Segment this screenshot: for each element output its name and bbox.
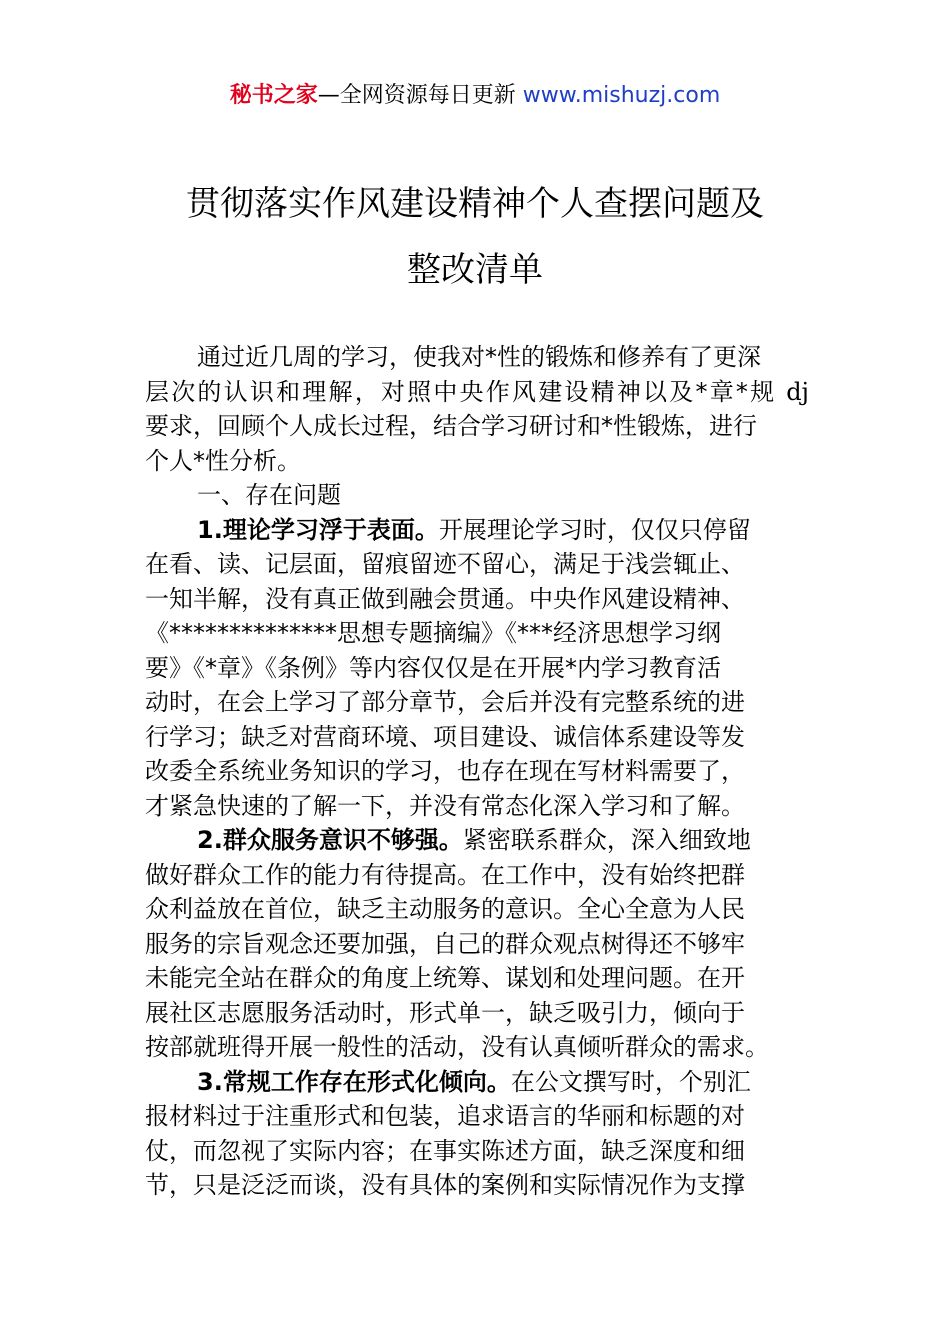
- item-line: [145, 513, 809, 548]
- item-line: [145, 823, 809, 858]
- site-header: [0, 80, 950, 112]
- intro-line: [145, 375, 809, 410]
- intro-line: 要求，回顾个人成长过程，结合学习研讨和*性锻炼，进行: [145, 412, 757, 440]
- item-line: 按部就班得开展一般性的活动，没有认真倾听群众的需求。: [145, 1033, 769, 1061]
- item-line: 仗，而忽视了实际内容；在事实陈述方面，缺乏深度和细: [145, 1136, 745, 1165]
- intro-line: 通过近几周的学习，使我对*性的锻炼和修养有了更深: [197, 343, 761, 371]
- site-url-link[interactable]: www.mishuzj.com: [522, 83, 721, 108]
- item-heading: 1.理论学习浮于表面。: [197, 515, 439, 544]
- item-line: 报材料过于注重形式和包装，追求语言的华丽和标题的对: [145, 1102, 745, 1130]
- item-text: 在公文撰写时，个别汇: [510, 1067, 751, 1096]
- document-title-line-1: 贯彻落实作风建设精神个人查摆问题及: [186, 184, 764, 224]
- item-text: 开展理论学习时，仅仅只停留: [438, 515, 751, 544]
- item-heading: 3.常规工作存在形式化倾向。: [197, 1067, 511, 1096]
- item-line: 才紧急快速的了解一下，并没有常态化深入学习和了解。: [145, 791, 745, 820]
- item-text: 紧密联系群众，深入细致地: [462, 826, 751, 854]
- item-line: 众利益放在首位，缺乏主动服务的意识。全心全意为人民: [145, 895, 745, 923]
- document-body: [145, 340, 809, 1203]
- section-heading: 一、存在问题: [197, 481, 341, 509]
- item-line: 做好群众工作的能力有待提高。在工作中，没有始终把群: [145, 860, 745, 889]
- intro-text: 层次的认识和理解，对照中央作风建设精神以及*章*规: [145, 377, 777, 406]
- item-line: 服务的宗旨观念还要加强，自己的群众观点树得还不够牢: [145, 929, 745, 958]
- header-separator: —: [317, 83, 340, 108]
- document-title-line-2: 整改清单: [407, 250, 543, 290]
- header-tagline: 全网资源每日更新: [339, 83, 516, 108]
- item-line: 要》《*章》《条例》等内容仅仅是在开展*内学习教育活: [145, 653, 721, 682]
- item-line: 节，只是泛泛而谈，没有具体的案例和实际情况作为支撑: [145, 1171, 745, 1199]
- item-line: 在看、读、记层面，留痕留迹不留心，满足于浅尝辄止、: [145, 550, 745, 578]
- item-line: 一知半解，没有真正做到融会贯通。中央作风建设精神、: [145, 584, 745, 613]
- item-line: 《**************思想专题摘编》《***经济思想学习纲: [145, 619, 721, 647]
- item-line: 未能完全站在群众的角度上统筹、谋划和处理问题。在开: [145, 964, 745, 992]
- item-line: 改委全系统业务知识的学习，也存在现在写材料需要了，: [145, 757, 745, 785]
- item-line: 展社区志愿服务活动时，形式单一，缺乏吸引力，倾向于: [145, 998, 745, 1027]
- intro-text: dj: [786, 377, 809, 406]
- item-heading: 2.群众服务意识不够强。: [197, 826, 463, 854]
- intro-line: 个人*性分析。: [145, 446, 301, 475]
- item-line: [145, 1065, 809, 1100]
- site-brand: 秘书之家: [229, 83, 318, 108]
- item-line: 行学习；缺乏对营商环境、项目建设、诚信体系建设等发: [145, 722, 745, 751]
- item-line: 动时，在会上学习了部分章节，会后并没有完整系统的进: [145, 688, 745, 716]
